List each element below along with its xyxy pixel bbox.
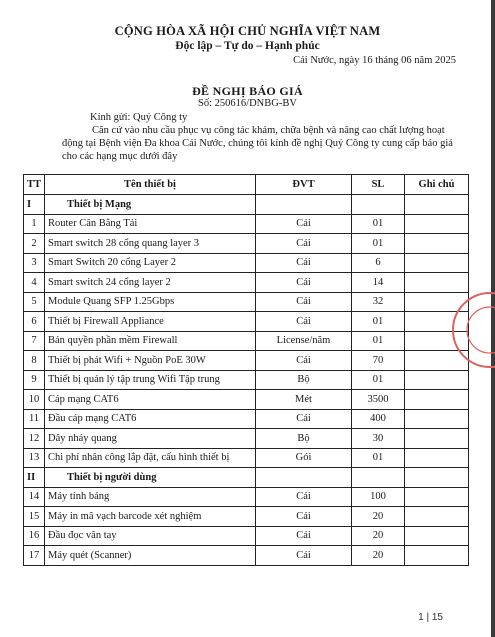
row-number: 2 (24, 234, 45, 254)
item-note (405, 487, 469, 507)
empty-cell (405, 468, 469, 488)
item-note (405, 507, 469, 527)
item-name: Bản quyền phần mềm Firewall (45, 331, 256, 351)
greeting: Kính gửi: Quý Công ty (90, 112, 188, 123)
table-row (24, 351, 469, 371)
item-quantity: 01 (352, 214, 405, 234)
table-row (24, 312, 469, 332)
item-unit: Bộ (256, 429, 352, 449)
row-number: 17 (24, 546, 45, 566)
item-note (405, 390, 469, 410)
table-row (24, 253, 469, 273)
table-row (24, 507, 469, 527)
row-number: 13 (24, 448, 45, 468)
item-unit: Cái (256, 487, 352, 507)
item-note (405, 448, 469, 468)
table-row (24, 370, 469, 390)
row-number: 10 (24, 390, 45, 410)
item-unit: Cái (256, 292, 352, 312)
date-line: Cái Nước, ngày 16 tháng 06 năm 2025 (293, 55, 456, 66)
section-number: I (24, 195, 45, 215)
item-unit: Cái (256, 409, 352, 429)
item-unit: Gói (256, 448, 352, 468)
item-note (405, 234, 469, 254)
item-quantity: 32 (352, 292, 405, 312)
empty-cell (352, 468, 405, 488)
item-quantity: 6 (352, 253, 405, 273)
item-name: Thiết bị quản lý tập trung Wifi Tập trung (45, 370, 256, 390)
document-ref: Số: 250616/DNBG-BV (198, 98, 297, 109)
header-note: Ghi chú (405, 175, 469, 195)
row-number: 1 (24, 214, 45, 234)
document-title: ĐỀ NGHỊ BÁO GIÁ (192, 84, 303, 98)
item-note (405, 409, 469, 429)
item-quantity: 01 (352, 234, 405, 254)
item-note (405, 546, 469, 566)
item-quantity: 14 (352, 273, 405, 293)
item-quantity: 20 (352, 546, 405, 566)
section-title: Thiết bị người dùng (45, 468, 256, 488)
item-name: Module Quang SFP 1.25Gbps (45, 292, 256, 312)
item-name: Máy quét (Scanner) (45, 546, 256, 566)
item-note (405, 429, 469, 449)
empty-cell (256, 468, 352, 488)
table-row (24, 390, 469, 410)
table-row (24, 409, 469, 429)
section-row (24, 468, 469, 488)
item-quantity: 01 (352, 448, 405, 468)
row-number: 8 (24, 351, 45, 371)
item-unit: Cái (256, 351, 352, 371)
item-unit: Cái (256, 507, 352, 527)
page-number: 1 | 15 (418, 612, 443, 623)
row-number: 14 (24, 487, 45, 507)
item-name: Smart switch 24 cổng layer 2 (45, 273, 256, 293)
item-name: Dây nhảy quang (45, 429, 256, 449)
table-row (24, 546, 469, 566)
row-number: 12 (24, 429, 45, 449)
empty-cell (405, 195, 469, 215)
item-unit: License/năm (256, 331, 352, 351)
table-header-row (24, 175, 469, 195)
row-number: 15 (24, 507, 45, 527)
item-quantity: 3500 (352, 390, 405, 410)
item-quantity: 30 (352, 429, 405, 449)
item-name: Máy in mã vạch barcode xét nghiệm (45, 507, 256, 527)
item-unit: Cái (256, 253, 352, 273)
empty-cell (352, 195, 405, 215)
empty-cell (256, 195, 352, 215)
item-name: Thiết bị phát Wifi + Nguồn PoE 30W (45, 351, 256, 371)
country-heading: CỘNG HÒA XÃ HỘI CHỦ NGHĨA VIỆT NAM (114, 24, 381, 38)
table-row (24, 292, 469, 312)
item-name: Đầu đọc vân tay (45, 526, 256, 546)
item-note (405, 526, 469, 546)
item-note (405, 253, 469, 273)
section-row (24, 195, 469, 215)
item-name: Smart Switch 20 cổng Layer 2 (45, 253, 256, 273)
item-quantity: 01 (352, 370, 405, 390)
item-quantity: 70 (352, 351, 405, 371)
quotation-table (23, 174, 469, 566)
item-name: Router Cân Bằng Tải (45, 214, 256, 234)
item-unit: Bộ (256, 370, 352, 390)
intro-paragraph: Căn cứ vào nhu cầu phục vụ công tác khám, chữa bệnh và nâng cao chất lượng hoạt động tại Bệnh viện Đa khoa Cái Nước, chúng tôi kính đề nghị Quý Công ty cung cấp báo giá cho các hạng mục dưới đây (62, 125, 453, 162)
item-unit: Cái (256, 214, 352, 234)
item-name: Smart switch 28 cổng quang layer 3 (45, 234, 256, 254)
table-row (24, 448, 469, 468)
section-number: II (24, 468, 45, 488)
item-unit: Cái (256, 312, 352, 332)
item-name: Chi phí nhân công lắp đặt, cấu hình thiết bị (45, 448, 256, 468)
header-unit: ĐVT (256, 175, 352, 195)
item-quantity: 400 (352, 409, 405, 429)
header-name: Tên thiết bị (45, 175, 256, 195)
item-unit: Cái (256, 546, 352, 566)
row-number: 3 (24, 253, 45, 273)
item-unit: Cái (256, 526, 352, 546)
row-number: 7 (24, 331, 45, 351)
item-note (405, 214, 469, 234)
table-row (24, 526, 469, 546)
section-title: Thiết bị Mạng (45, 195, 256, 215)
item-quantity: 20 (352, 526, 405, 546)
item-quantity: 100 (352, 487, 405, 507)
item-unit: Mét (256, 390, 352, 410)
item-name: Thiết bị Firewall Appliance (45, 312, 256, 332)
item-quantity: 01 (352, 331, 405, 351)
table-row (24, 429, 469, 449)
item-name: Đầu cáp mạng CAT6 (45, 409, 256, 429)
row-number: 11 (24, 409, 45, 429)
table-row (24, 214, 469, 234)
item-unit: Cái (256, 234, 352, 254)
red-seal-stamp (450, 290, 495, 370)
row-number: 16 (24, 526, 45, 546)
item-name: Máy tính bảng (45, 487, 256, 507)
row-number: 5 (24, 292, 45, 312)
table-row (24, 234, 469, 254)
row-number: 4 (24, 273, 45, 293)
header-tt: TT (24, 175, 45, 195)
motto-heading: Độc lập – Tự do – Hạnh phúc (175, 40, 320, 52)
item-unit: Cái (256, 273, 352, 293)
table-row (24, 331, 469, 351)
row-number: 6 (24, 312, 45, 332)
item-name: Cáp mạng CAT6 (45, 390, 256, 410)
table-row (24, 273, 469, 293)
table-row (24, 487, 469, 507)
row-number: 9 (24, 370, 45, 390)
item-quantity: 20 (352, 507, 405, 527)
item-note (405, 370, 469, 390)
header-qty: SL (352, 175, 405, 195)
item-quantity: 01 (352, 312, 405, 332)
